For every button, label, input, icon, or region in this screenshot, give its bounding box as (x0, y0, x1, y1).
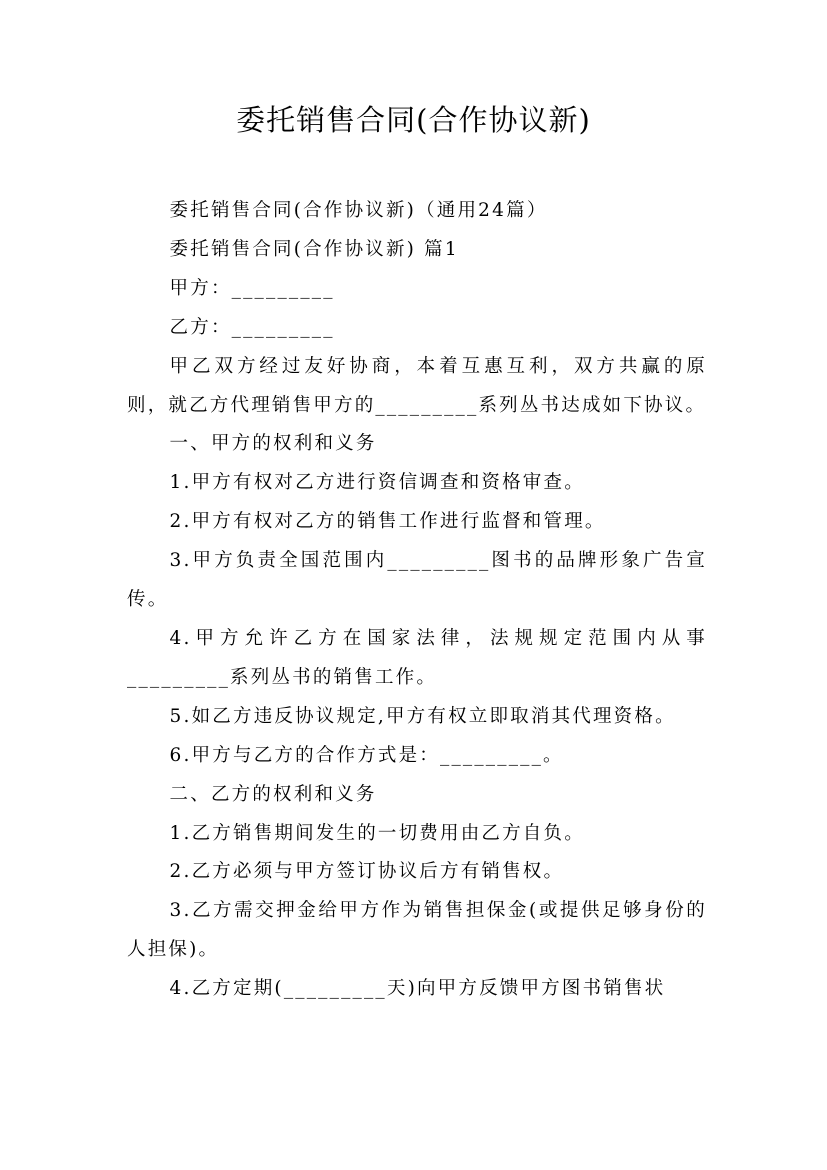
paragraph: 4.甲方允许乙方在国家法律，法规规定范围内从事_________系列丛书的销售工作。 (127, 627, 707, 688)
paragraph: 5.如乙方违反协议规定,甲方有权立即取消其代理资格。 (169, 705, 676, 727)
paragraph: 1.甲方有权对乙方进行资信调查和资格审查。 (169, 472, 585, 494)
paragraph: 委托销售合同(合作协议新) 篇1 (169, 238, 459, 260)
paragraph: 2.乙方必须与甲方签订协议后方有销售权。 (169, 861, 565, 883)
paragraph: 3.甲方负责全国范围内_________图书的品牌形象广告宣传。 (127, 550, 707, 611)
paragraph: 1.乙方销售期间发生的一切费用由乙方自负。 (169, 822, 585, 844)
paragraph: 2.甲方有权对乙方的销售工作进行监督和管理。 (169, 511, 606, 533)
paragraph: 委托销售合同(合作协议新)（通用24篇） (169, 200, 548, 221)
paragraph: 4.乙方定期(_________天)向甲方反馈甲方图书销售状 (169, 978, 666, 1000)
document-body (127, 192, 707, 1009)
section-heading: 二、乙方的权利和义务 (169, 783, 377, 805)
paragraph: 甲乙双方经过友好协商，本着互惠互利，双方共赢的原则，就乙方代理销售甲方的_________系列丛书达成如下协议。 (127, 355, 707, 416)
paragraph: 乙方：_________ (169, 316, 335, 338)
paragraph: 甲方：_________ (169, 277, 335, 299)
paragraph: 6.甲方与乙方的合作方式是：_________。 (169, 744, 564, 766)
paragraph: 3.乙方需交押金给甲方作为销售担保金(或提供足够身份的人担保)。 (127, 900, 707, 961)
section-heading: 一、甲方的权利和义务 (169, 433, 377, 455)
document-title: 委托销售合同(合作协议新) (236, 103, 591, 137)
